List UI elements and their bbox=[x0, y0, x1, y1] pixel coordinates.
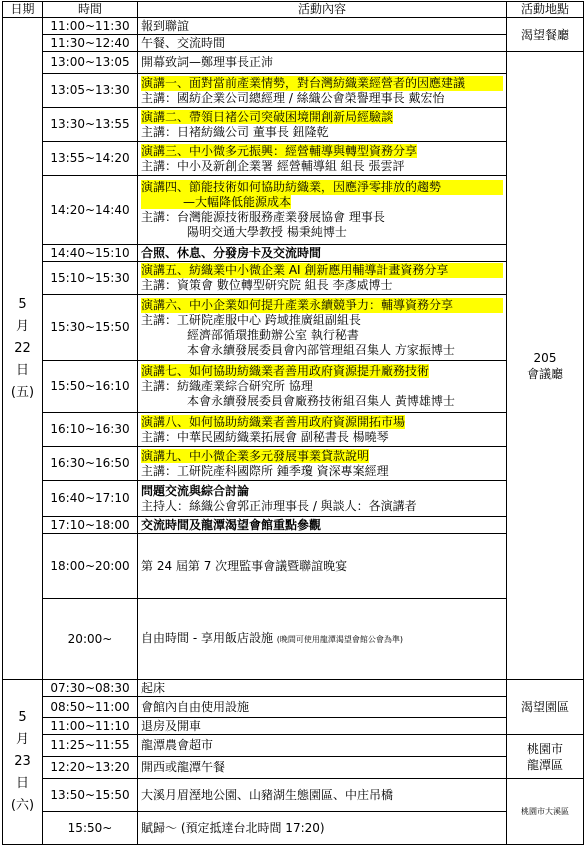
table-row bbox=[3, 108, 584, 142]
activity-cell: 演講三、中小微多元振興：經營輔導與轉型資務分享 主講：中小及新創企業署 經營輔導組 組長 張雲評 bbox=[138, 142, 507, 176]
table-row bbox=[3, 413, 584, 447]
activity-cell: 自由時間 - 享用飯店設施 (晚間可使用龍潭渴望會館公會為準) bbox=[138, 599, 507, 680]
table-row bbox=[3, 517, 584, 534]
activity-cell: 演講七、如何協助紡織業者善用政府資源提升廠務技術 主講：紡織產業綜合研究所 協理 本會永續發展委員會廠務技術組召集人 黃博雄博士 bbox=[138, 361, 507, 413]
time-cell: 12:20~13:20 bbox=[43, 757, 138, 779]
activity-cell: 開幕致詞—鄭理事長正沛 bbox=[138, 52, 507, 74]
time-cell: 15:50~16:10 bbox=[43, 361, 138, 413]
table-row bbox=[3, 295, 584, 361]
time-cell: 11:00~11:30 bbox=[43, 18, 138, 35]
table-row bbox=[3, 812, 584, 845]
activity-cell: 龍潭農會超市 bbox=[138, 735, 507, 757]
activity-cell: 報到聯誼 bbox=[138, 18, 507, 35]
time-cell: 13:05~13:30 bbox=[43, 74, 138, 108]
table-row bbox=[3, 757, 584, 779]
location-cell: 桃園市 龍潭區 bbox=[507, 735, 584, 779]
table-row bbox=[3, 697, 584, 718]
time-cell: 16:30~16:50 bbox=[43, 447, 138, 481]
time-cell: 11:00~11:10 bbox=[43, 718, 138, 735]
activity-cell: 會館內自由使用設施 bbox=[138, 697, 507, 718]
table-row bbox=[3, 680, 584, 697]
activity-cell: 演講四、節能技術如何協助紡織業，因應淨零排放的趨勢 —大幅降低能源成本 主講：台灣能源技術服務產業發展協會 理事長 陽明交通大學教授 楊秉純博士 bbox=[138, 176, 507, 245]
time-cell: 15:10~15:30 bbox=[43, 262, 138, 295]
activity-cell: 起床 bbox=[138, 680, 507, 697]
activity-cell: 演講二、帶領日褚公司突破困境開創新局經驗談 主講：日褚紡織公司 董事長 鈕隆乾 bbox=[138, 108, 507, 142]
table-row bbox=[3, 142, 584, 176]
time-cell: 18:00~20:00 bbox=[43, 534, 138, 599]
time-cell: 20:00~ bbox=[43, 599, 138, 680]
table-row bbox=[3, 735, 584, 757]
activity-cell: 退房及開車 bbox=[138, 718, 507, 735]
header-row bbox=[3, 2, 584, 18]
time-cell: 16:40~17:10 bbox=[43, 481, 138, 517]
table-row bbox=[3, 35, 584, 52]
table-row bbox=[3, 534, 584, 599]
activity-cell: 第 24 屆第 7 次理監事會議暨聯誼晚宴 bbox=[138, 534, 507, 599]
table-row bbox=[3, 447, 584, 481]
time-cell: 13:50~15:50 bbox=[43, 779, 138, 812]
location-cell: 渴望園區 bbox=[507, 680, 584, 735]
location-cell: 渴望餐廳 bbox=[507, 18, 584, 52]
time-cell: 07:30~08:30 bbox=[43, 680, 138, 697]
time-cell: 15:50~ bbox=[43, 812, 138, 845]
activity-cell: 演講五、紡織業中小微企業 AI 創新應用輔導計畫資務分享 主講：資策會 數位轉型研究院 組長 李彥威博士 bbox=[138, 262, 507, 295]
activity-cell: 交流時間及龍潭渴望會館重點參觀 bbox=[138, 517, 507, 534]
location-cell: 205 會議廳 bbox=[507, 52, 584, 680]
time-cell: 11:25~11:55 bbox=[43, 735, 138, 757]
activity-cell: 演講一、面對當前產業情勢，對台灣紡織業經營者的因應建議 主講：國紡企業公司總經理 / 絲織公會榮譽理事長 戴宏怡 bbox=[138, 74, 507, 108]
header-date: 日期 bbox=[3, 2, 43, 18]
activity-cell: 大溪月眉溼地公園、山豬湖生態園區、中庄吊橋 bbox=[138, 779, 507, 812]
table-row bbox=[3, 718, 584, 735]
table-row bbox=[3, 245, 584, 262]
table-row bbox=[3, 262, 584, 295]
activity-cell: 演講八、如何協助紡織業者善用政府資源開拓市場 主講：中華民國紡織業拓展會 副秘書長 楊曉琴 bbox=[138, 413, 507, 447]
activity-cell: 午餐、交流時間 bbox=[138, 35, 507, 52]
date-day1: 5 月 22 日 (五) bbox=[3, 18, 43, 680]
table-row bbox=[3, 599, 584, 680]
activity-cell: 演講九、中小微企業多元發展事業貸款說明 主講：工研院產科國際所 鍾季瓊 資深專案經理 bbox=[138, 447, 507, 481]
activity-cell: 賦歸～ (預定抵達台北時間 17:20) bbox=[138, 812, 507, 845]
location-cell: 桃園市大溪區 bbox=[507, 779, 584, 845]
time-cell: 13:55~14:20 bbox=[43, 142, 138, 176]
table-row bbox=[3, 481, 584, 517]
header-content: 活動內容 bbox=[138, 2, 507, 18]
time-cell: 15:30~15:50 bbox=[43, 295, 138, 361]
activity-cell: 問題交流與綜合討論 主持人：絲織公會郭正沛理事長 / 與談人：各演講者 bbox=[138, 481, 507, 517]
table-row bbox=[3, 361, 584, 413]
time-cell: 13:30~13:55 bbox=[43, 108, 138, 142]
time-cell: 17:10~18:00 bbox=[43, 517, 138, 534]
date-day2: 5 月 23 日 (六) bbox=[3, 680, 43, 845]
activity-cell: 開西或龍潭午餐 bbox=[138, 757, 507, 779]
time-cell: 11:30~12:40 bbox=[43, 35, 138, 52]
table-row bbox=[3, 176, 584, 245]
activity-cell: 演講六、中小企業如何提升產業永續競爭力：輔導資務分享 主講：工研院產服中心 跨域推廣組副組長 經濟部循環推動辦公室 執行秘書 本會永續發展委員會內部管理組召集人 方家振博士 bbox=[138, 295, 507, 361]
header-time: 時間 bbox=[43, 2, 138, 18]
time-cell: 14:20~14:40 bbox=[43, 176, 138, 245]
schedule-table bbox=[2, 1, 584, 845]
time-cell: 08:50~11:00 bbox=[43, 697, 138, 718]
time-cell: 14:40~15:10 bbox=[43, 245, 138, 262]
table-row bbox=[3, 52, 584, 74]
time-cell: 13:00~13:05 bbox=[43, 52, 138, 74]
activity-cell: 合照、休息、分發房卡及交流時間 bbox=[138, 245, 507, 262]
table-row bbox=[3, 74, 584, 108]
table-row bbox=[3, 779, 584, 812]
header-location: 活動地點 bbox=[507, 2, 584, 18]
table-row bbox=[3, 18, 584, 35]
time-cell: 16:10~16:30 bbox=[43, 413, 138, 447]
